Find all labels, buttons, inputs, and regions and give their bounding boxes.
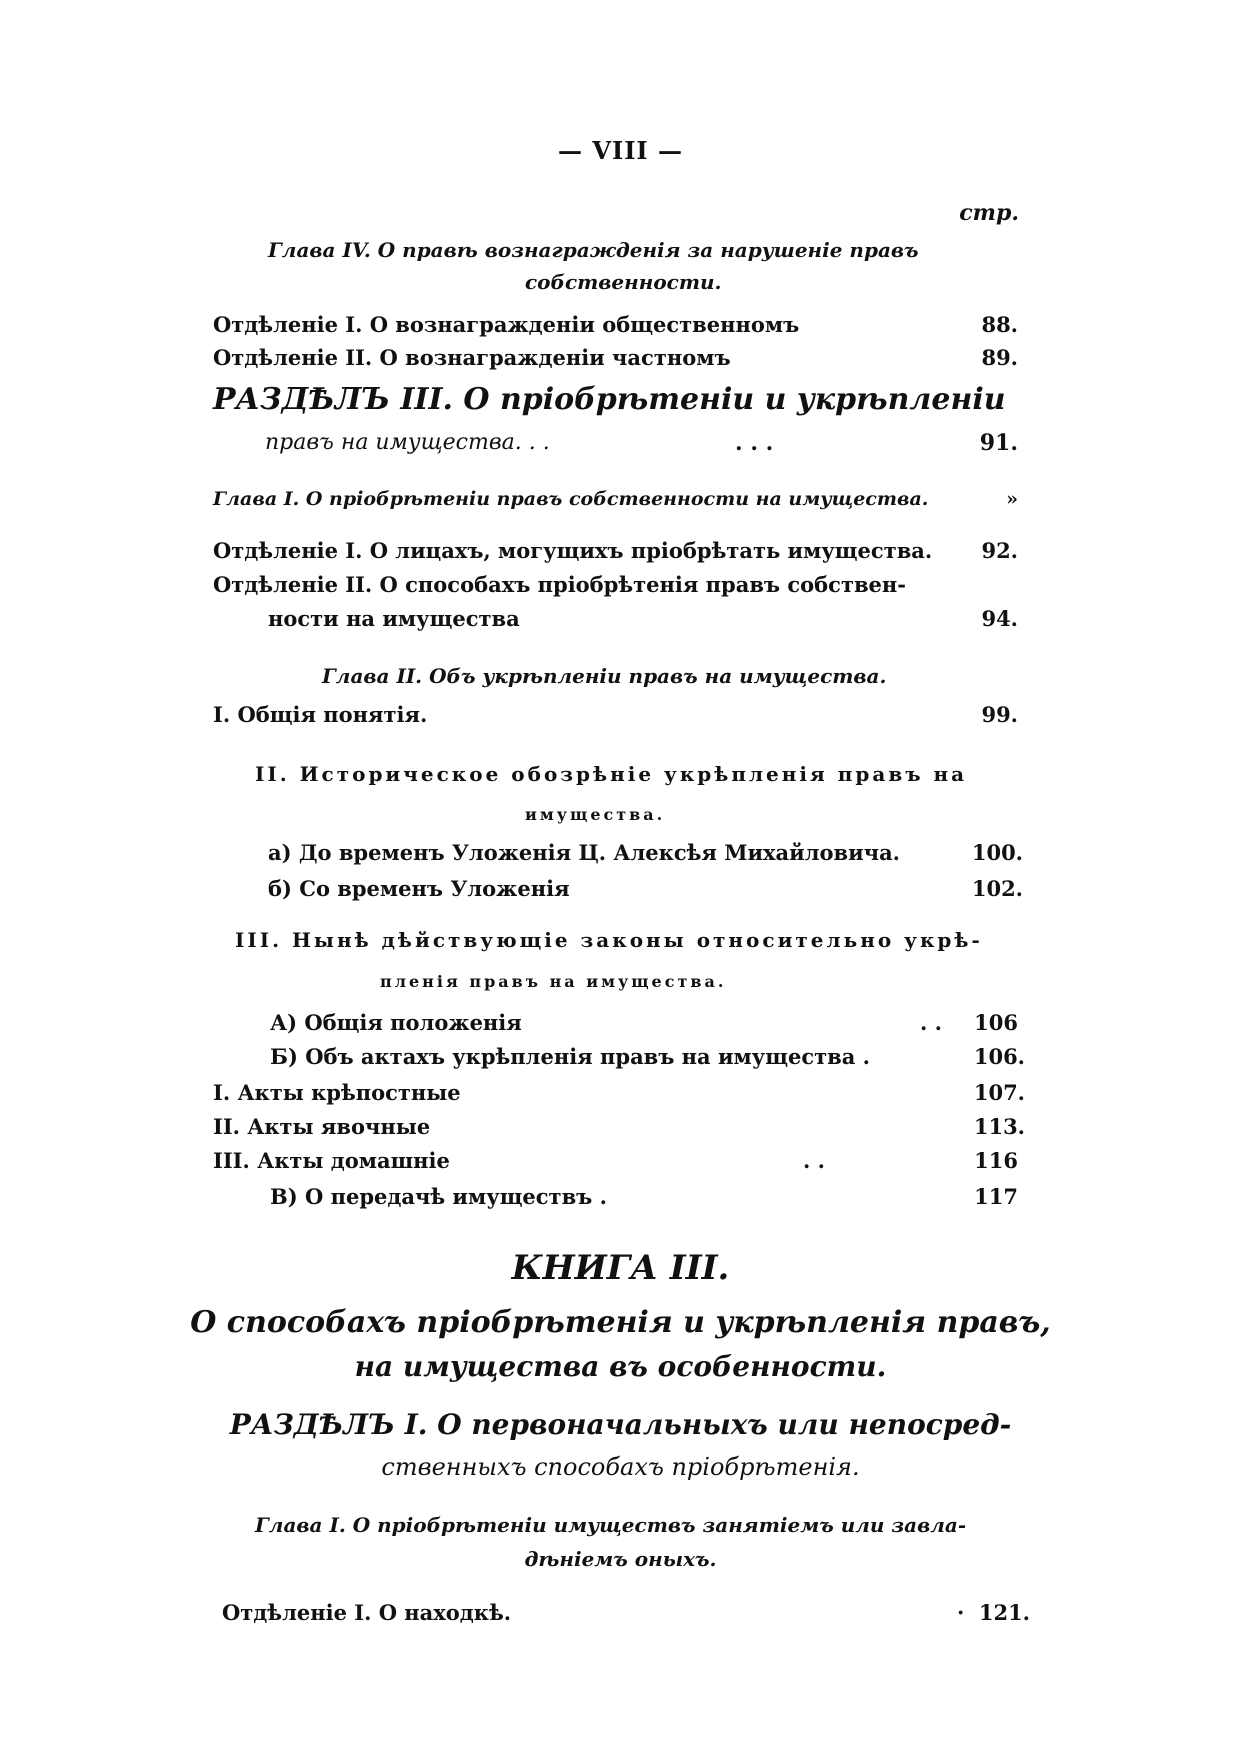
toc-entry-page: 89. xyxy=(981,345,1018,370)
toc-entry-page: 107. xyxy=(973,1080,1025,1105)
toc-entry-dots: . . xyxy=(803,1148,825,1173)
toc-entry-page: » xyxy=(1006,488,1018,510)
toc-entry xyxy=(213,488,1018,524)
toc-entry xyxy=(213,345,1018,381)
current-laws-title-line2: пленія правъ на имущества. xyxy=(380,972,727,991)
historical-review-title-line2: имущества. xyxy=(525,805,666,824)
book-3-title: КНИГА III. xyxy=(511,1248,730,1288)
toc-entry xyxy=(268,876,1023,912)
toc-entry-label: Отдѣленіе I. О вознагражденіи общественномъ xyxy=(213,312,800,337)
current-laws-title-line1: III. Нынѣ дѣйствующіе законы относительно укрѣ- xyxy=(235,928,983,952)
toc-entry xyxy=(213,538,1018,574)
toc-entry-page: 99. xyxy=(981,702,1018,727)
chapter-2-title: Глава II. Объ укрѣпленіи правъ на имущества. xyxy=(322,664,887,688)
toc-entry xyxy=(222,1600,1030,1636)
chapter-4-title-line1: Глава IV. О правѣ вознагражденія за нарушеніе правъ xyxy=(268,238,919,262)
section-1-title-line1: РАЗДѢЛЪ I. О первоначальныхъ или непосред- xyxy=(229,1408,1012,1441)
toc-entry-page: 92. xyxy=(981,538,1018,563)
toc-entry xyxy=(270,1044,1025,1080)
toc-entry-page: 117 xyxy=(974,1184,1018,1209)
toc-entry-label: б) Со временъ Уложенія xyxy=(268,876,570,901)
chapter-4-title-line2: собственности. xyxy=(525,270,722,294)
toc-entry-dots: . . xyxy=(920,1010,942,1035)
toc-entry-page: 116 xyxy=(974,1148,1018,1173)
toc-entry-label: II. Акты явочные xyxy=(213,1114,431,1139)
toc-entry-label: I. Общія понятія. xyxy=(213,702,428,727)
toc-entry-label: А) Общія положенія xyxy=(270,1010,522,1035)
toc-entry-label: Отдѣленіе II. О способахъ пріобрѣтенія правъ собствен- xyxy=(213,572,906,597)
toc-entry xyxy=(213,702,1018,738)
section-3-title-line1: РАЗДѢЛЪ III. О пріобрѣтеніи и укрѣпленіи xyxy=(213,382,1006,417)
toc-entry-dots: . . . xyxy=(735,430,774,456)
toc-entry xyxy=(213,1114,1025,1150)
toc-entry-dots: · xyxy=(957,1600,965,1625)
toc-entry-label: ности на имущества xyxy=(268,606,520,631)
toc-entry-label: Отдѣленіе I. О находкѣ. xyxy=(222,1600,512,1625)
toc-entry xyxy=(268,606,1018,642)
toc-entry-label: Отдѣленіе II. О вознагражденіи частномъ xyxy=(213,345,731,370)
historical-review-title-line1: II. Историческое обозрѣніе укрѣпленія правъ на xyxy=(255,762,968,786)
toc-entry-label: Отдѣленіе I. О лицахъ, могущихъ пріобрѣтать имущества. xyxy=(213,538,933,563)
section-1-title-line2: ственныхъ способахъ пріобрѣтенія. xyxy=(381,1453,860,1481)
toc-entry xyxy=(270,1010,1018,1046)
toc-entry-label: правъ на имущества. . . xyxy=(265,430,550,455)
book-3-subtitle-line1: О способахъ пріобрѣтенія и укрѣпленія правъ, xyxy=(190,1305,1051,1340)
toc-entry xyxy=(213,1148,1018,1184)
toc-entry-page: 88. xyxy=(981,312,1018,337)
page-number: — VIII — xyxy=(557,136,683,165)
toc-entry xyxy=(213,312,1018,348)
toc-entry-page: 113. xyxy=(973,1114,1025,1139)
toc-entry-page: 100. xyxy=(971,840,1023,865)
toc-entry-page: 121. xyxy=(978,1600,1030,1625)
toc-entry xyxy=(268,840,1023,876)
toc-entry-page: 91. xyxy=(979,430,1018,456)
pages-column-label: стр. xyxy=(959,200,1019,226)
book-3-subtitle-line2: на имущества въ особенности. xyxy=(354,1350,887,1383)
toc-entry xyxy=(270,1184,1018,1220)
toc-entry-label: В) О передачѣ имуществъ . xyxy=(270,1184,607,1209)
toc-entry xyxy=(213,1080,1025,1116)
toc-entry-page: 102. xyxy=(971,876,1023,901)
toc-entry-page: 94. xyxy=(981,606,1018,631)
book-3-chapter-1-title-line2: дѣніемъ оныхъ. xyxy=(524,1547,717,1571)
chapter-1-title: Глава I. О пріобрѣтеніи правъ собственности на имущества. xyxy=(213,488,929,510)
toc-entry xyxy=(265,430,1018,466)
toc-entry-page: 106 xyxy=(974,1010,1018,1035)
toc-entry-label: а) До временъ Уложенія Ц. Алексѣя Михайловича. xyxy=(268,840,900,865)
toc-entry-label: Б) Объ актахъ укрѣпленія правъ на имущества . xyxy=(270,1044,870,1069)
toc-entry-label: III. Акты домашніе xyxy=(213,1148,450,1173)
toc-entry-label: I. Акты крѣпостные xyxy=(213,1080,461,1105)
book-3-chapter-1-title-line1: Глава I. О пріобрѣтеніи имуществъ занятіемъ или завла- xyxy=(255,1513,967,1537)
toc-entry-page: 106. xyxy=(973,1044,1025,1069)
